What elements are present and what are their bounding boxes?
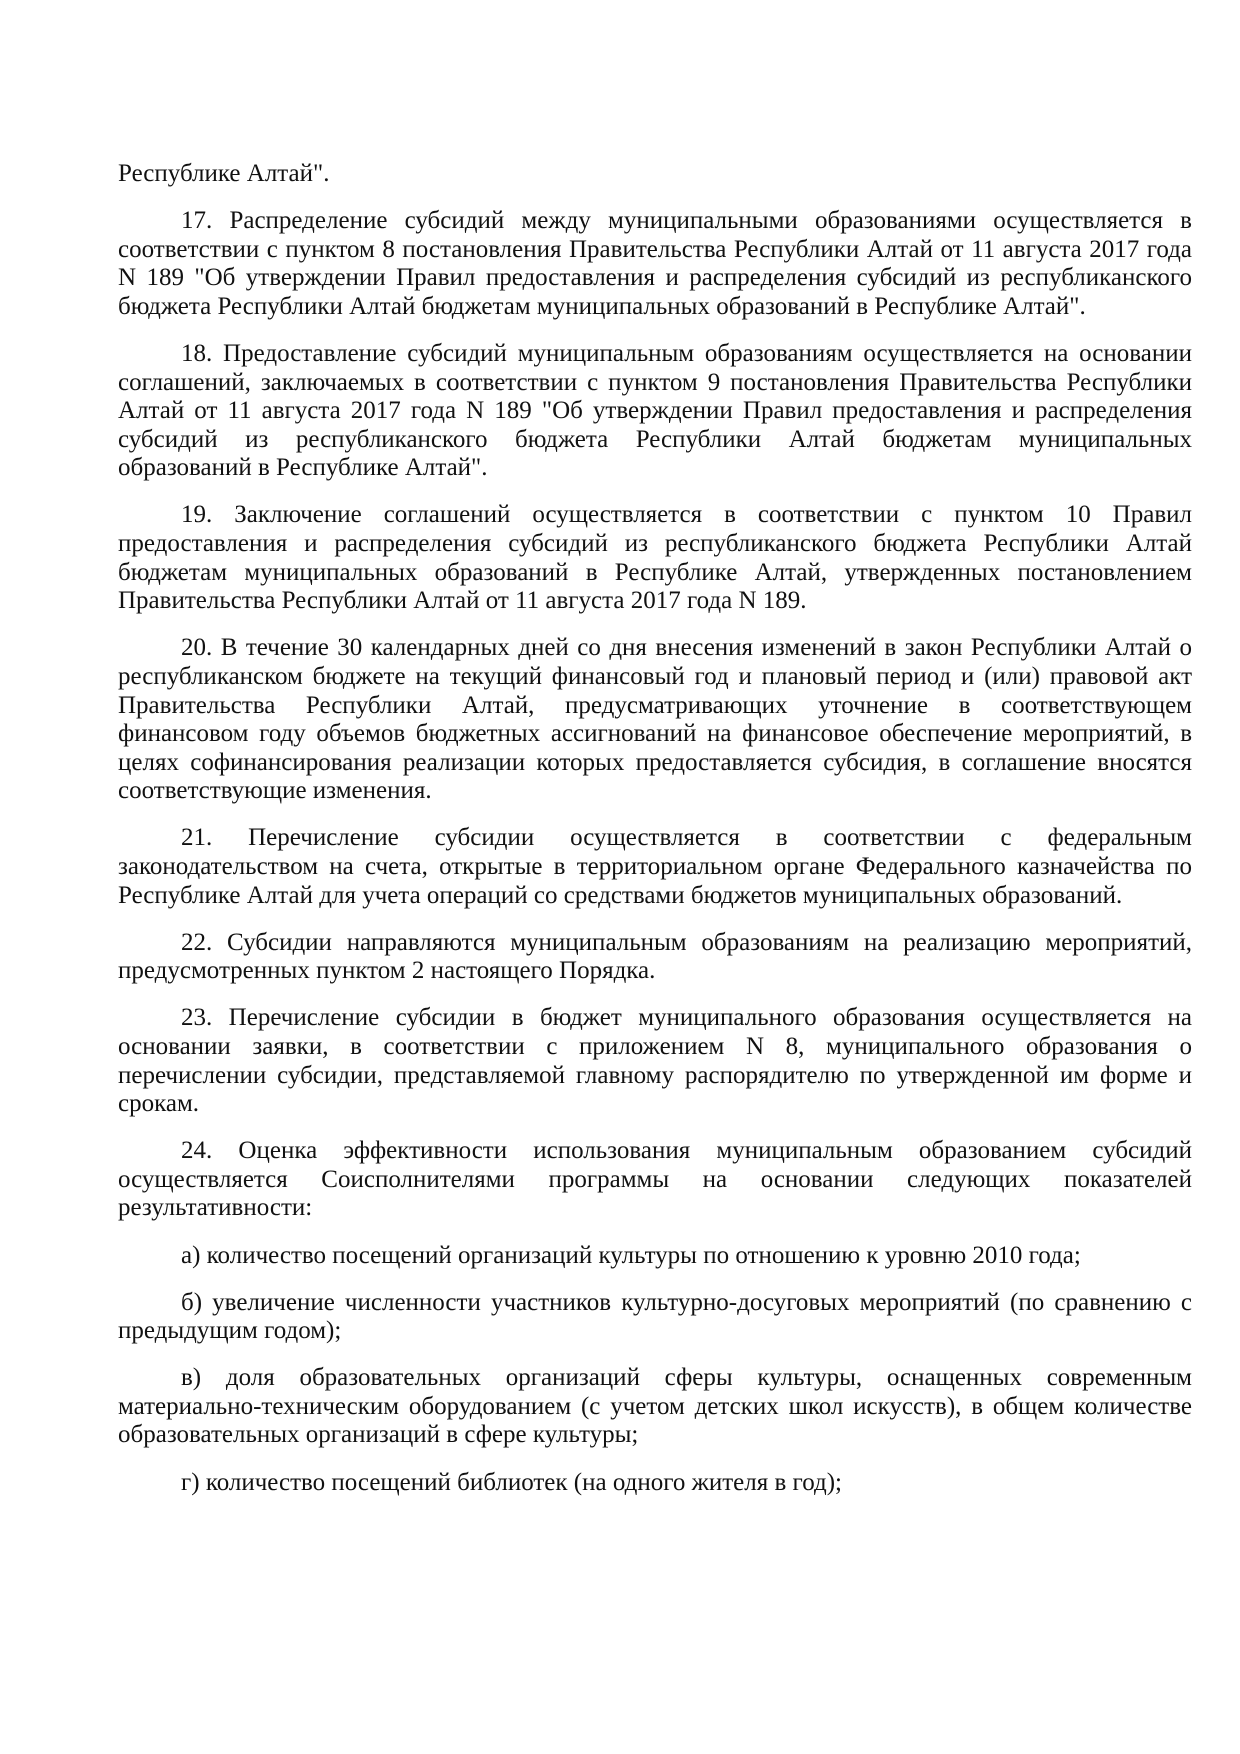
paragraph-line: соответствующие изменения. bbox=[118, 777, 432, 805]
paragraph-line: а) количество посещений организаций культуры по отношению к уровню 2010 года; bbox=[181, 1241, 1081, 1269]
paragraph-line: целях софинансирования реализации которых предоставляется субсидия, в соглашение вносятся bbox=[118, 748, 1192, 776]
paragraph-line: 19. Заключение соглашений осуществляется в соответствии с пунктом 10 Правил bbox=[181, 501, 1192, 529]
paragraph-line: 24. Оценка эффективности использования муниципальным образованием субсидий bbox=[181, 1137, 1192, 1165]
paragraph-line: г) количество посещений библиотек (на одного жителя в год); bbox=[181, 1468, 842, 1496]
paragraph-line: Республике Алтай для учета операций со средствами бюджетов муниципальных образований. bbox=[118, 881, 1123, 909]
paragraph-line: соответствии с пунктом 8 постановления Правительства Республики Алтай от 11 августа 2017 года bbox=[118, 235, 1192, 263]
paragraph-line: срокам. bbox=[118, 1090, 200, 1118]
paragraph bbox=[118, 1469, 1192, 1498]
paragraph bbox=[118, 929, 1192, 986]
paragraph bbox=[118, 1289, 1192, 1346]
paragraph bbox=[118, 501, 1192, 615]
paragraph bbox=[118, 1004, 1192, 1118]
paragraph-line: 23. Перечисление субсидии в бюджет муниципального образования осуществляется на bbox=[181, 1004, 1192, 1032]
paragraph-line: образовательных организаций в сфере культуры; bbox=[118, 1421, 639, 1449]
paragraph bbox=[118, 824, 1192, 910]
paragraph bbox=[118, 1364, 1192, 1450]
paragraph bbox=[118, 207, 1192, 321]
paragraph-line: материально-техническим оборудованием (с учетом детских школ искусств), в общем количестве bbox=[118, 1392, 1192, 1420]
paragraph-line: N 189 "Об утверждении Правил предоставления и распределения субсидий из республиканского bbox=[118, 264, 1192, 292]
paragraph-line: 17. Распределение субсидий между муниципальными образованиями осуществляется в bbox=[181, 207, 1192, 235]
paragraph-line: Алтай от 11 августа 2017 года N 189 "Об утверждении Правил предоставления и распределения bbox=[118, 397, 1192, 425]
paragraph-line: в) доля образовательных организаций сферы культуры, оснащенных современным bbox=[181, 1364, 1192, 1392]
paragraph-line: осуществляется Соисполнителями программы на основании следующих показателей bbox=[118, 1165, 1192, 1193]
paragraph-line: 22. Субсидии направляются муниципальным образованиям на реализацию мероприятий, bbox=[181, 928, 1192, 956]
paragraph-line: Правительства Республики Алтай от 11 августа 2017 года N 189. bbox=[118, 587, 807, 615]
paragraph-line: перечислении субсидии, представляемой главному распорядителю по утвержденной им форме и bbox=[118, 1061, 1192, 1089]
paragraph-line: законодательством на счета, открытые в территориальном органе Федерального казначейства по bbox=[118, 852, 1192, 880]
paragraph-line: результативности: bbox=[118, 1194, 313, 1222]
paragraph bbox=[118, 160, 1192, 189]
paragraph-line: предыдущим годом); bbox=[118, 1317, 342, 1345]
paragraph-line: бюджета Республики Алтай бюджетам муниципальных образований в Республике Алтай". bbox=[118, 292, 1086, 320]
paragraph-line: финансовом году объемов бюджетных ассигнований на финансовое обеспечение мероприятий, в bbox=[118, 720, 1192, 748]
paragraph-line: бюджетам муниципальных образований в Республике Алтай, утвержденных постановлением bbox=[118, 558, 1192, 586]
paragraph bbox=[118, 634, 1192, 806]
document-page bbox=[118, 160, 1192, 1516]
paragraph-line: Республике Алтай". bbox=[118, 160, 330, 187]
paragraph bbox=[118, 1137, 1192, 1223]
paragraph-line: предусмотренных пунктом 2 настоящего Порядка. bbox=[118, 957, 656, 985]
paragraph-line: 21. Перечисление субсидии осуществляется в соответствии с федеральным bbox=[181, 824, 1192, 852]
paragraph-line: Правительства Республики Алтай, предусматривающих уточнение в соответствующем bbox=[118, 691, 1192, 719]
paragraph-line: б) увеличение численности участников культурно-досуговых мероприятий (по сравнению с bbox=[181, 1288, 1192, 1316]
paragraph-line: основании заявки, в соответствии с приложением N 8, муниципального образования о bbox=[118, 1032, 1192, 1060]
paragraph-line: предоставления и распределения субсидий из республиканского бюджета Республики Алтай bbox=[118, 530, 1192, 558]
paragraph-line: образований в Республике Алтай". bbox=[118, 454, 488, 482]
paragraph-line: республиканском бюджете на текущий финансовый год и плановый период и (или) правовой акт bbox=[118, 662, 1192, 690]
paragraph-line: субсидий из республиканского бюджета Республики Алтай бюджетам муниципальных bbox=[118, 425, 1192, 453]
paragraph bbox=[118, 1242, 1192, 1271]
paragraph-line: 20. В течение 30 календарных дней со дня внесения изменений в закон Республики Алтай о bbox=[181, 634, 1192, 662]
paragraph-line: соглашений, заключаемых в соответствии с пунктом 9 постановления Правительства Республики bbox=[118, 368, 1192, 396]
paragraph bbox=[118, 340, 1192, 483]
paragraph-line: 18. Предоставление субсидий муниципальным образованиям осуществляется на основании bbox=[181, 339, 1192, 367]
